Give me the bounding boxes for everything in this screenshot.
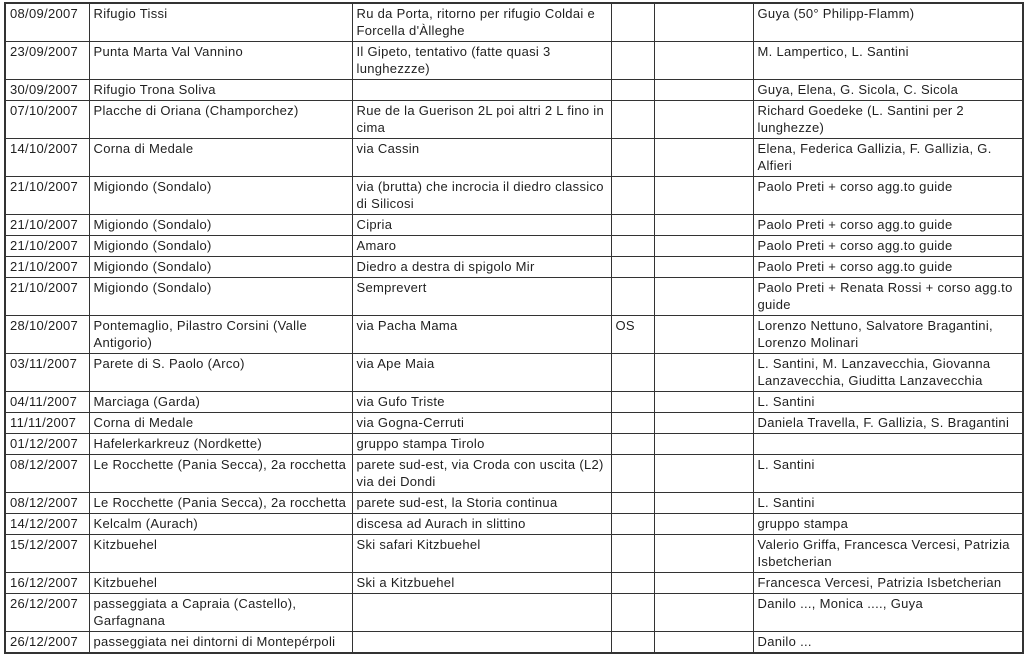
location-cell: Parete di S. Paolo (Arco) <box>89 354 352 392</box>
location-cell: passeggiata nei dintorni di Montepérpoli <box>89 632 352 654</box>
tag-cell <box>611 257 654 278</box>
table-row <box>5 42 1023 80</box>
table-row <box>5 101 1023 139</box>
notes-cell <box>654 535 753 573</box>
date-cell: 26/12/2007 <box>5 632 89 654</box>
date-cell: 04/11/2007 <box>5 392 89 413</box>
location-cell: Migiondo (Sondalo) <box>89 215 352 236</box>
notes-cell <box>654 80 753 101</box>
route-cell: Amaro <box>352 236 611 257</box>
people-cell: Elena, Federica Gallizia, F. Gallizia, G. Alfieri <box>753 139 1023 177</box>
notes-cell <box>654 413 753 434</box>
people-cell: L. Santini <box>753 455 1023 493</box>
notes-cell <box>654 316 753 354</box>
date-cell: 01/12/2007 <box>5 434 89 455</box>
notes-cell <box>654 573 753 594</box>
table-row <box>5 514 1023 535</box>
notes-cell <box>654 42 753 80</box>
route-cell: Ru da Porta, ritorno per rifugio Coldai e Forcella d'Àlleghe <box>352 3 611 42</box>
tag-cell <box>611 236 654 257</box>
notes-cell <box>654 455 753 493</box>
tag-cell: OS <box>611 316 654 354</box>
notes-cell <box>654 278 753 316</box>
people-cell: M. Lampertico, L. Santini <box>753 42 1023 80</box>
table-row <box>5 215 1023 236</box>
tag-cell <box>611 632 654 654</box>
route-cell: parete sud-est, via Croda con uscita (L2) via dei Dondi <box>352 455 611 493</box>
people-cell: Guya, Elena, G. Sicola, C. Sicola <box>753 80 1023 101</box>
table-row <box>5 434 1023 455</box>
table-row <box>5 493 1023 514</box>
route-cell <box>352 632 611 654</box>
route-cell: via Gogna-Cerruti <box>352 413 611 434</box>
date-cell: 08/09/2007 <box>5 3 89 42</box>
notes-cell <box>654 177 753 215</box>
tag-cell <box>611 278 654 316</box>
people-cell: Paolo Preti + corso agg.to guide <box>753 257 1023 278</box>
route-cell: gruppo stampa Tirolo <box>352 434 611 455</box>
date-cell: 30/09/2007 <box>5 80 89 101</box>
date-cell: 26/12/2007 <box>5 594 89 632</box>
route-cell <box>352 80 611 101</box>
notes-cell <box>654 434 753 455</box>
table-row <box>5 535 1023 573</box>
notes-cell <box>654 354 753 392</box>
people-cell: Danilo ..., Monica ...., Guya <box>753 594 1023 632</box>
date-cell: 11/11/2007 <box>5 413 89 434</box>
route-cell: Semprevert <box>352 278 611 316</box>
route-cell: via Ape Maia <box>352 354 611 392</box>
date-cell: 03/11/2007 <box>5 354 89 392</box>
route-cell: via Cassin <box>352 139 611 177</box>
location-cell: Le Rocchette (Pania Secca), 2a rocchetta <box>89 493 352 514</box>
location-cell: Corna di Medale <box>89 413 352 434</box>
date-cell: 28/10/2007 <box>5 316 89 354</box>
people-cell: L. Santini <box>753 493 1023 514</box>
tag-cell <box>611 101 654 139</box>
tag-cell <box>611 80 654 101</box>
location-cell: Kitzbuehel <box>89 535 352 573</box>
table-row <box>5 573 1023 594</box>
notes-cell <box>654 215 753 236</box>
location-cell: Migiondo (Sondalo) <box>89 278 352 316</box>
people-cell: Paolo Preti + corso agg.to guide <box>753 177 1023 215</box>
date-cell: 21/10/2007 <box>5 236 89 257</box>
notes-cell <box>654 236 753 257</box>
date-cell: 08/12/2007 <box>5 455 89 493</box>
location-cell: Pontemaglio, Pilastro Corsini (Valle Antigorio) <box>89 316 352 354</box>
tag-cell <box>611 455 654 493</box>
tag-cell <box>611 215 654 236</box>
people-cell: L. Santini, M. Lanzavecchia, Giovanna Lanzavecchia, Giuditta Lanzavecchia <box>753 354 1023 392</box>
table-row <box>5 316 1023 354</box>
notes-cell <box>654 514 753 535</box>
people-cell <box>753 434 1023 455</box>
tag-cell <box>611 392 654 413</box>
location-cell: Migiondo (Sondalo) <box>89 257 352 278</box>
tag-cell <box>611 573 654 594</box>
route-cell: Ski a Kitzbuehel <box>352 573 611 594</box>
people-cell: Lorenzo Nettuno, Salvatore Bragantini, Lorenzo Molinari <box>753 316 1023 354</box>
people-cell: Valerio Griffa, Francesca Vercesi, Patrizia Isbetcherian <box>753 535 1023 573</box>
date-cell: 16/12/2007 <box>5 573 89 594</box>
location-cell: Corna di Medale <box>89 139 352 177</box>
people-cell: gruppo stampa <box>753 514 1023 535</box>
tag-cell <box>611 535 654 573</box>
route-cell <box>352 594 611 632</box>
route-cell: via Pacha Mama <box>352 316 611 354</box>
location-cell: Kelcalm (Aurach) <box>89 514 352 535</box>
route-cell: Il Gipeto, tentativo (fatte quasi 3 lunghezzze) <box>352 42 611 80</box>
route-cell: via Gufo Triste <box>352 392 611 413</box>
date-cell: 15/12/2007 <box>5 535 89 573</box>
table-row <box>5 236 1023 257</box>
location-cell: Rifugio Tissi <box>89 3 352 42</box>
date-cell: 23/09/2007 <box>5 42 89 80</box>
table-row <box>5 139 1023 177</box>
location-cell: Kitzbuehel <box>89 573 352 594</box>
tag-cell <box>611 493 654 514</box>
location-cell: passeggiata a Capraia (Castello), Garfagnana <box>89 594 352 632</box>
people-cell: Daniela Travella, F. Gallizia, S. Bragantini <box>753 413 1023 434</box>
date-cell: 14/12/2007 <box>5 514 89 535</box>
location-cell: Placche di Oriana (Champorchez) <box>89 101 352 139</box>
table-row <box>5 80 1023 101</box>
route-cell: Diedro a destra di spigolo Mir <box>352 257 611 278</box>
route-cell: Ski safari Kitzbuehel <box>352 535 611 573</box>
notes-cell <box>654 594 753 632</box>
route-cell: Rue de la Guerison 2L poi altri 2 L fino in cima <box>352 101 611 139</box>
notes-cell <box>654 101 753 139</box>
table-row <box>5 392 1023 413</box>
document-page <box>4 2 1024 654</box>
tag-cell <box>611 594 654 632</box>
notes-cell <box>654 3 753 42</box>
date-cell: 08/12/2007 <box>5 493 89 514</box>
location-cell: Hafelerkarkreuz (Nordkette) <box>89 434 352 455</box>
people-cell: Guya (50° Philipp-Flamm) <box>753 3 1023 42</box>
table-body <box>5 3 1023 653</box>
notes-cell <box>654 493 753 514</box>
date-cell: 21/10/2007 <box>5 215 89 236</box>
tag-cell <box>611 514 654 535</box>
table-row <box>5 257 1023 278</box>
location-cell: Rifugio Trona Soliva <box>89 80 352 101</box>
table-row <box>5 413 1023 434</box>
table-row <box>5 594 1023 632</box>
date-cell: 21/10/2007 <box>5 278 89 316</box>
people-cell: Paolo Preti + Renata Rossi + corso agg.to guide <box>753 278 1023 316</box>
tag-cell <box>611 3 654 42</box>
date-cell: 21/10/2007 <box>5 257 89 278</box>
route-cell: via (brutta) che incrocia il diedro classico di Silicosi <box>352 177 611 215</box>
date-cell: 21/10/2007 <box>5 177 89 215</box>
activity-log-table <box>4 2 1024 654</box>
people-cell: Richard Goedeke (L. Santini per 2 lunghezze) <box>753 101 1023 139</box>
tag-cell <box>611 354 654 392</box>
table-row <box>5 632 1023 654</box>
people-cell: Paolo Preti + corso agg.to guide <box>753 236 1023 257</box>
location-cell: Punta Marta Val Vannino <box>89 42 352 80</box>
route-cell: parete sud-est, la Storia continua <box>352 493 611 514</box>
notes-cell <box>654 632 753 654</box>
tag-cell <box>611 434 654 455</box>
tag-cell <box>611 139 654 177</box>
notes-cell <box>654 392 753 413</box>
location-cell: Migiondo (Sondalo) <box>89 177 352 215</box>
people-cell: Paolo Preti + corso agg.to guide <box>753 215 1023 236</box>
location-cell: Marciaga (Garda) <box>89 392 352 413</box>
table-row <box>5 3 1023 42</box>
people-cell: Danilo ... <box>753 632 1023 654</box>
route-cell: Cipria <box>352 215 611 236</box>
date-cell: 07/10/2007 <box>5 101 89 139</box>
date-cell: 14/10/2007 <box>5 139 89 177</box>
tag-cell <box>611 177 654 215</box>
table-row <box>5 354 1023 392</box>
table-row <box>5 278 1023 316</box>
people-cell: L. Santini <box>753 392 1023 413</box>
people-cell: Francesca Vercesi, Patrizia Isbetcherian <box>753 573 1023 594</box>
location-cell: Migiondo (Sondalo) <box>89 236 352 257</box>
notes-cell <box>654 139 753 177</box>
tag-cell <box>611 42 654 80</box>
route-cell: discesa ad Aurach in slittino <box>352 514 611 535</box>
table-row <box>5 455 1023 493</box>
location-cell: Le Rocchette (Pania Secca), 2a rocchetta <box>89 455 352 493</box>
table-row <box>5 177 1023 215</box>
notes-cell <box>654 257 753 278</box>
tag-cell <box>611 413 654 434</box>
